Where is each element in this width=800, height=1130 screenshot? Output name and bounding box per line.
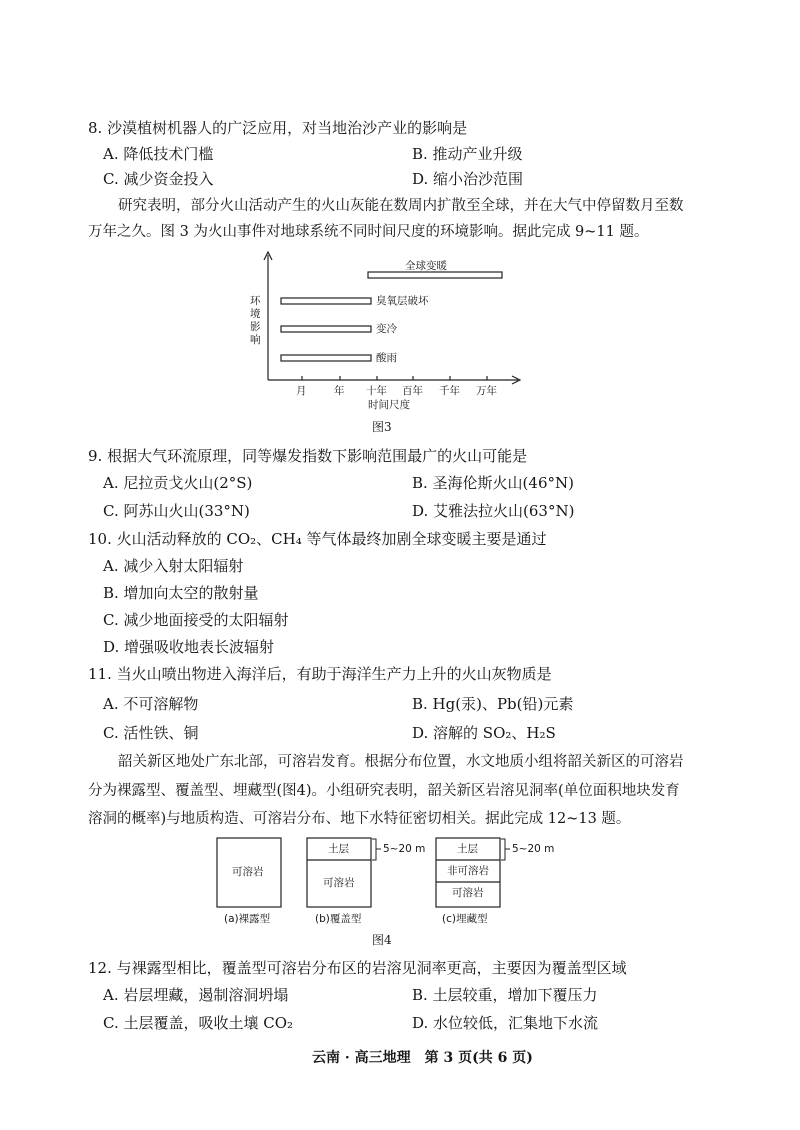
q12-stem: 12. 与裸露型相比，覆盖型可溶岩分布区的岩溶见洞率更高，主要因为覆盖型区域	[88, 959, 627, 977]
figure4-b-bracket	[372, 839, 376, 860]
q10-option-c: C. 减少地面接受的太阳辐射	[103, 611, 289, 629]
q11-stem: 11. 当火山喷出物进入海洋后，有助于海洋生产力上升的火山灰物质是	[88, 665, 552, 683]
figure3-tick-label: 千年	[439, 385, 460, 397]
figure4-b-thickness: 5~20 m	[383, 843, 426, 855]
q11-option-a: A. 不可溶解物	[103, 695, 199, 713]
figure4-c-bottom: 可溶岩	[452, 887, 484, 899]
figure3-tick-label: 百年	[402, 385, 423, 397]
figure4-c-middle: 非可溶岩	[447, 865, 489, 877]
q11-option-c: C. 活性铁、铜	[103, 724, 199, 742]
q9-option-c: C. 阿苏山火山(33°N)	[103, 502, 250, 520]
figure3-label-ozone: 臭氧层破坏	[376, 295, 429, 307]
figure4-a-label: (a)裸露型	[224, 913, 271, 925]
q9-stem: 9. 根据大气环流原理，同等爆发指数下影响范围最广的火山可能是	[88, 447, 528, 465]
q10-option-a: A. 减少入射太阳辐射	[103, 557, 244, 575]
page-footer: 云南 · 高三地理 第 3 页(共 6 页)	[312, 1050, 533, 1066]
q8-option-a: A. 降低技术门槛	[103, 145, 214, 163]
figure4-c-label: (c)埋藏型	[442, 913, 488, 925]
figure3-label-global-warming: 全球变暖	[405, 260, 447, 272]
figure4-caption: 图4	[372, 933, 392, 947]
figure4-b-label: (b)覆盖型	[315, 913, 362, 925]
figure3-label-acid-rain: 酸雨	[376, 352, 397, 364]
figure3-label-cooling: 变冷	[376, 323, 397, 335]
figure3-tick-label: 十年	[366, 385, 387, 397]
figure4-b-top: 土层	[328, 843, 349, 855]
figure3-tick-label: 年	[334, 385, 345, 397]
figure3-xlabel: 时间尺度	[368, 399, 410, 411]
passage2-line3: 溶洞的概率)与地质构造、可溶岩分布、地下水特征密切相关。据此完成 12~13 题。	[88, 811, 631, 827]
q12-option-d: D. 水位较低，汇集地下水流	[412, 1014, 599, 1032]
q8-option-b: B. 推动产业升级	[412, 145, 523, 163]
q9-option-b: B. 圣海伦斯火山(46°N)	[412, 474, 574, 492]
q9-option-d: D. 艾雅法拉火山(63°N)	[412, 502, 575, 520]
q8-option-c: C. 减少资金投入	[103, 170, 214, 188]
figure4-a-body: 可溶岩	[232, 866, 264, 878]
figure4-c-bracket	[501, 839, 505, 860]
figure4-b-body: 可溶岩	[323, 877, 355, 889]
q10-stem: 10. 火山活动释放的 CO₂、CH₄ 等气体最终加剧全球变暖主要是通过	[88, 530, 547, 548]
q8-option-d: D. 缩小治沙范围	[412, 170, 524, 188]
q12-option-a: A. 岩层埋藏，遏制溶洞坍塌	[103, 986, 289, 1004]
q12-option-c: C. 土层覆盖，吸收土壤 CO₂	[103, 1014, 294, 1032]
q9-option-a: A. 尼拉贡戈火山(2°S)	[103, 474, 253, 492]
q12-option-b: B. 土层较重，增加下覆压力	[412, 986, 598, 1004]
figure4-c-top: 土层	[457, 843, 478, 855]
q8-stem: 8. 沙漠植树机器人的广泛应用，对当地治沙产业的影响是	[88, 119, 468, 137]
q11-option-d: D. 溶解的 SO₂、H₂S	[412, 724, 556, 742]
figure3-ylabel: 环境影响	[250, 295, 261, 346]
passage1-line2: 万年之久。图 3 为火山事件对地球系统不同时间尺度的环境影响。据此完成 9~11 题。	[88, 224, 649, 240]
q11-option-b: B. Hg(汞)、Pb(铅)元素	[412, 695, 574, 713]
passage2-line1: 韶关新区地处广东北部，可溶岩发育。根据分布位置，水文地质小组将韶关新区的可溶岩	[118, 754, 684, 770]
figure3-tick-label: 万年	[476, 385, 497, 397]
q10-option-b: B. 增加向太空的散射量	[103, 584, 259, 602]
figure3-tick-label: 月	[296, 385, 307, 397]
passage2-line2: 分为裸露型、覆盖型、埋藏型(图4)。小组研究表明，韶关新区岩溶见洞率(单位面积地块发育	[88, 783, 680, 799]
figure4-c-thickness: 5~20 m	[512, 843, 555, 855]
q10-option-d: D. 增强吸收地表长波辐射	[103, 638, 275, 656]
passage1-line1: 研究表明，部分火山活动产生的火山灰能在数周内扩散至全球，并在大气中停留数月至数	[118, 198, 684, 214]
figure3-caption: 图3	[372, 420, 392, 434]
